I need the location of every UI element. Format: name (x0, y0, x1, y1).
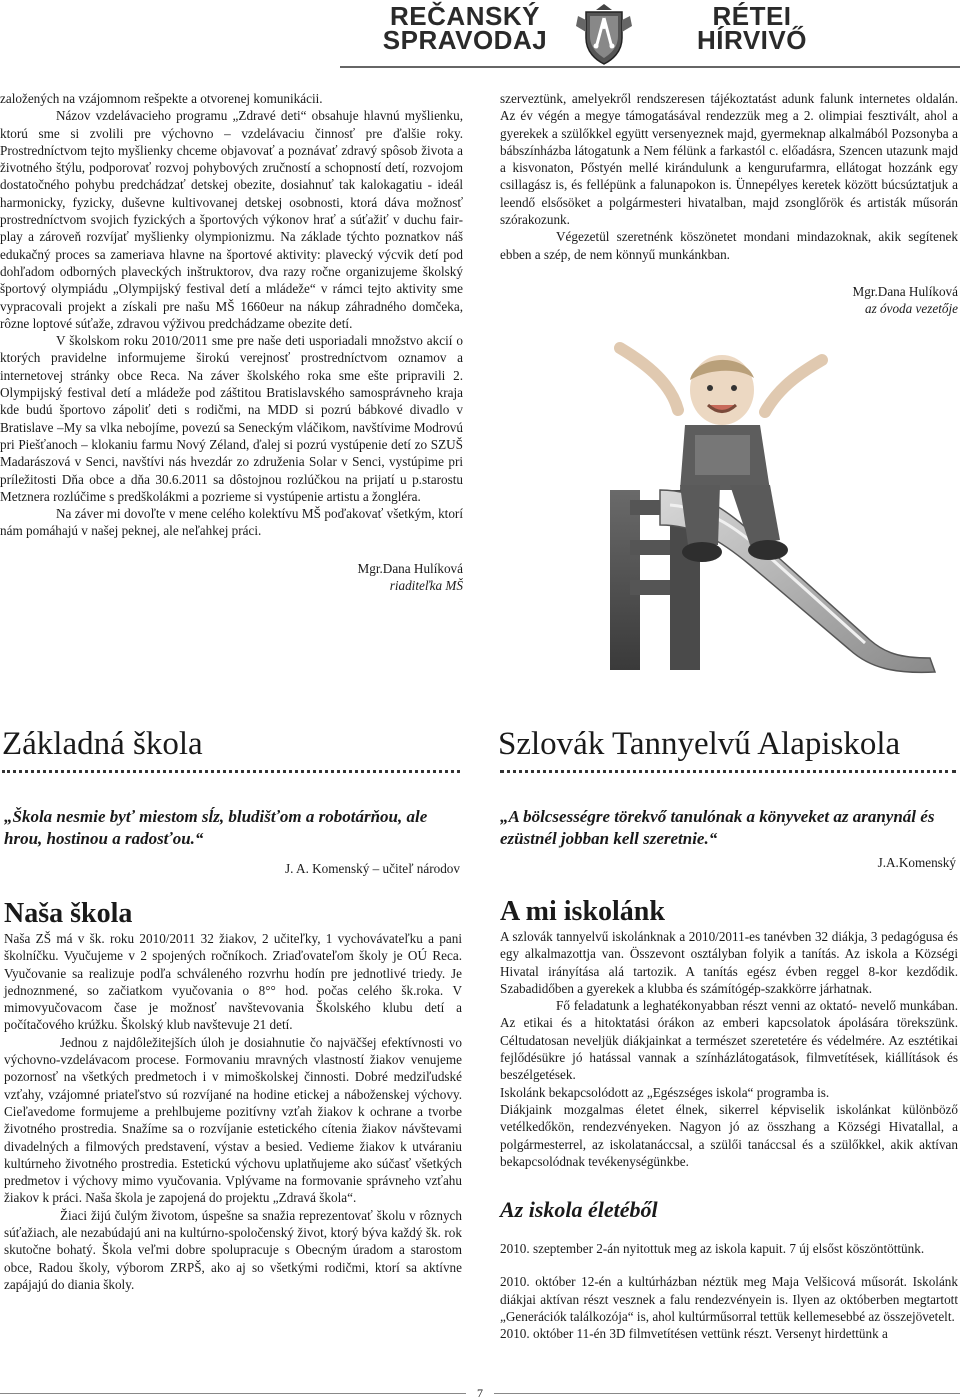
masthead-right-title (652, 1, 852, 55)
paragraph: Jednou z najdôležitejších úloh je dosiahnutie čo najväčšej efektívnosti vo výchovno-vzdelávacom procese. Formovaniu mravných vlastností žiakov venujeme pozornosť na všetkých predmetoch i v mimoškolskej činnosti. Dobré medziľudské vzťahy, vzájomné priateľstvo sú rozvíjané na hodine etickej a náboženskej výchovy. Cieľavedome formujeme a prehlbujeme pozitívny vzťah žiakov k ochrane a tvorbe životného prostredia. Snažíme sa o rozvíjanie estetického cítenia žiakov návštevami divadelných a filmových predstavení, výstav a besied. Vedieme žiakov k utváraniu kultúrneho životného prostredia. Estetickú výchovu uplatňujeme ako súčasť všetkých predmetov i výchovy mimo vyučovania. Vplývame na formovanie správneho vzťahu žiakov k práci. Naša škola je zapojená do projektu „Zdravá škola“. (4, 1034, 462, 1206)
paragraph: Žiaci žijú čulým životom, úspešne sa snažia reprezentovať školu v rôznych súťažiach, ale nezabúdajú ani na kultúrno-spoločenský život, ktorý býva každý šk. rok skutočne bohatý. Škola veľmi dobre spolupracuje s Obecným úradom a starostom obce, Radou školy, výborom ZRPŠ, ako aj so všetkými rodičmi, ktorí sa aktívne zapájajú do diania školy. (4, 1207, 462, 1292)
school-events-hu (500, 1240, 958, 1342)
school-article-hu (500, 928, 958, 1170)
dotted-divider (2, 770, 460, 773)
signature-name: Mgr.Dana Hulíková (852, 283, 958, 299)
page-number: 7 (477, 1386, 483, 1400)
masthead-left-line1: REČANSKÝ (390, 1, 540, 31)
motto-author-hu: J.A.Komenský (877, 855, 956, 870)
paragraph: založených na vzájomnom rešpekte a otvorenej komunikácii. (0, 91, 323, 106)
paragraph: Diákjaink mozgalmas életet élnek, sikerrel képviselik iskolánkat különböző vetélkedőkön, rendezvényeken. Nagyon jó az összhang a Községi Hivatallal, a polgármesterrel, az iskolatanáccsal, a szülői tanáccsal és a szülőkkel, akik aktívan bekapcsolódnak tevékenységünkbe. (500, 1101, 958, 1169)
child-on-slide-photo (570, 340, 950, 675)
motto-author-sk: J. A. Komenský – učiteľ národov (285, 861, 460, 876)
paragraph: Naša ZŠ má v šk. roku 2010/2011 32 žiakov, 2 učiteľky, 1 vychovávateľku a pani školníčku. Vyučujeme v 2 spojených ročníkoch. Zriaďovateľom školy je OÚ Reca. Vyučovanie sa realizuje podľa schváleného rozvrhu hodín pre jednotlivé triedy. Je jednoznmené, so začiatkom vyučovania o 8°° hod. počas celého šk.roka. V mimovyučovacom čase je možnosť navštevovania Školského klubu detí a počítačového krúžku. Školský klub navštevuje 21 detí. (4, 931, 462, 1033)
event-item: 2010. szeptember 2-án nyitottuk meg az iskola kapuit. 7 új elsőst köszöntöttünk. (500, 1241, 925, 1256)
masthead (340, 0, 960, 68)
event-item: 2010. október 12-én a kultúrházban néztük meg Maja Velšicová műsorát. Iskolánk diákjai aktívan részt vesznek a falu rendezvényein is. Ilyen az októberben megtartott „Generációk találkozója“ is, ahol kultúrműsorral tettük kellemesebbé az összejövetelt. (500, 1274, 958, 1324)
dotted-divider (500, 770, 956, 773)
paragraph: A szlovák tannyelvű iskolánknak a 2010/2011-es tanévben 32 diákja, 3 pedagógusa és egy alkalmazottja van. Összevont osztályban folyik a tanítás. Az iskola a Községi Hivatal irányítása alá tartozik. A tanítás egész évben reggel 8-kor kezdődik. Szabadidőben a gyerekek a klubba és számítógép-szakkörre járhatnak. (500, 929, 958, 996)
masthead-left-title (370, 1, 560, 55)
masthead-left-line2: SPRAVODAJ (382, 25, 548, 55)
paragraph: Végezetül szeretnénk köszönetet mondani mindazoknak, akik segítenek ebben a szép, de nem könnyű munkánkban. (500, 229, 958, 262)
paragraph: Na záver mi dovoľte v mene celého kolektívu MŠ poďakovať všetkým, ktorí nám pomáhajú v našej peknej, ale neľahkej práci. (0, 506, 463, 539)
paragraph: Názov vzdelávacieho programu „Zdravé deti“ obsahuje hlavnú myšlienku, ktorú sme si zvolili pre výchovno – vzdelávaciu činnosť pre ďalšie roky. Prostredníctvom tejto myšlienky chceme objavovať a poznávať zdravý spôsob života a životného štýlu, podporovať rozvoj pohybových zručností a schopností detí, rozvojom dostatočného pohybu predchádzať detskej obezite, dosiahnuť tak kalokagatiu - ideál harmonicky, fyzicky, duševne kultivovanej detskej osobnosti, ktorá dáva možnosť prostredníctvom svojich fyzických a športových výkonov hrať a súťažiť v duchu fair-play a zároveň rozvíjať myšlienky olympionizmu. Na základe týchto poznatkov náš edukačný proces sa zameriava hlavne na športové aktivity: plavecký výcvik detí pod dohľadom odborných plaveckých inštruktorov, dva razy ročne organizujeme školský športový olympiádu „Olympijský festival detí a mládeže“ v rámci tejto aktivity sme vypracovali projekt a získali pre našu MŠ 1660eur na nákup záhradného domčeka, rôzne loptové súťaže, zdravou výživou predchádzame obezite detí. (0, 108, 463, 331)
motto-sk: „Škola nesmie byť miestom sĺz, bludišťom a robotárňou, ale hrou, hostinou a radosťou.“ (4, 807, 428, 848)
coat-of-arms-icon (572, 2, 636, 66)
subtitle-hu: A mi iskolánk (500, 896, 665, 927)
paragraph: V školskom roku 2010/2011 sme pre naše deti usporiadali množstvo akcií o ktorých pravidelne informujeme širokú verejnosť prostredníctvom oznamov a internetovej stránky obce Reca. Na záver školského roka sme ešte pripravili 2. Olympijský festival detí a mládeže pod záštitou Bratislavského samosprávneho kraja kde budú športovo zápoliť deti s rodičmi, na MDD si pozrú bábkové divadlo v Bratislave –My sa vlka nebojíme, povezú sa Seneckým vláčikom, navštívime Modrovú pri Piešťanoch – klokaniu farmu Nový Zéland, ďalej si pozrú vystúpenie detí zo SZUŠ Madarászová v Senci, navštívi nás hvezdár zo združenia Solar v Senci, vystúpime pri príležitosti Dňa obce a dňa 30.6.2011 sa dôstojnou rozlúčkou na prijatí u p.starostu Metznera rozlúčime s predškolákmi a pozrieme si vystúpenie artistu a žongléra. (0, 333, 463, 504)
subtitle2-hu: Az iskola életéből (500, 1197, 658, 1222)
section-title-sk: Základná škola (2, 726, 203, 762)
school-article-sk (4, 930, 462, 1293)
kindergarten-article-sk (0, 90, 463, 594)
subtitle-sk: Naša škola (4, 898, 133, 929)
masthead-right-line1: RÉTEI (712, 1, 792, 31)
paragraph: szerveztünk, amelyekről rendszeresen tájékoztatást adunk falunk internetes oldalán. Az év végén a megye támogatásával rendezzük meg a 2. olimpiai fesztivált, ahol a gyerekek a szülőkkel együtt versenyeznek majd, gyermeknap alkalmából Pozsonyba a bábszínházba látogatunk a Nem félünk a farkastól c. előadásra, Szencen utazunk majd a kisvonaton, Pőstyén mellé kirándulunk a kengurufarmra, ellátogat hozzánk egy csillagász is, és fellépünk a falunapokon is. Ünnepélyes keretek között búcsúztatjuk a leendő elsősöket a polgármesteri hivatalban, majd zsonglőrök és artisták műsorán szórakozunk. (500, 91, 958, 228)
paragraph: Fő feladatunk a leghatékonyabban részt venni az oktató- nevelő munkában. Az etikai és a hitoktatási órákon az emberi kapcsolatok ápolására törekszünk. Céltudatosan neveljük diákjainkat a természet szeretetére és védelmére. Az esztétikai fejlődésükre jó hatással vannak a színházlátogatások, filmvetítések, kiállítások és beszélgetések. (500, 998, 958, 1083)
signature-role: riaditeľka MŠ (389, 578, 463, 594)
masthead-right-line2: HÍRVIVŐ (697, 25, 807, 55)
signature-name: Mgr.Dana Hulíková (357, 560, 463, 576)
section-title-hu: Szlovák Tannyelvű Alapiskola (498, 726, 901, 762)
motto-hu: „A bölcsességre törekvő tanulónak a könyveket az aranynál és ezüstnél jobban kell szeretnie.“ (500, 807, 935, 848)
footer-rule-right (494, 1393, 960, 1394)
paragraph: Iskolánk bekapcsolódott az „Egészséges iskola“ programba is. (500, 1084, 830, 1100)
footer-rule-left (0, 1393, 466, 1394)
event-item: 2010. október 11-én 3D filmvetítésen vettünk részt. Versenyt hirdettünk a (500, 1326, 888, 1342)
signature-role: az óvoda vezetője (864, 301, 958, 317)
masthead-rule (340, 66, 960, 68)
kindergarten-article-hu (500, 90, 958, 318)
